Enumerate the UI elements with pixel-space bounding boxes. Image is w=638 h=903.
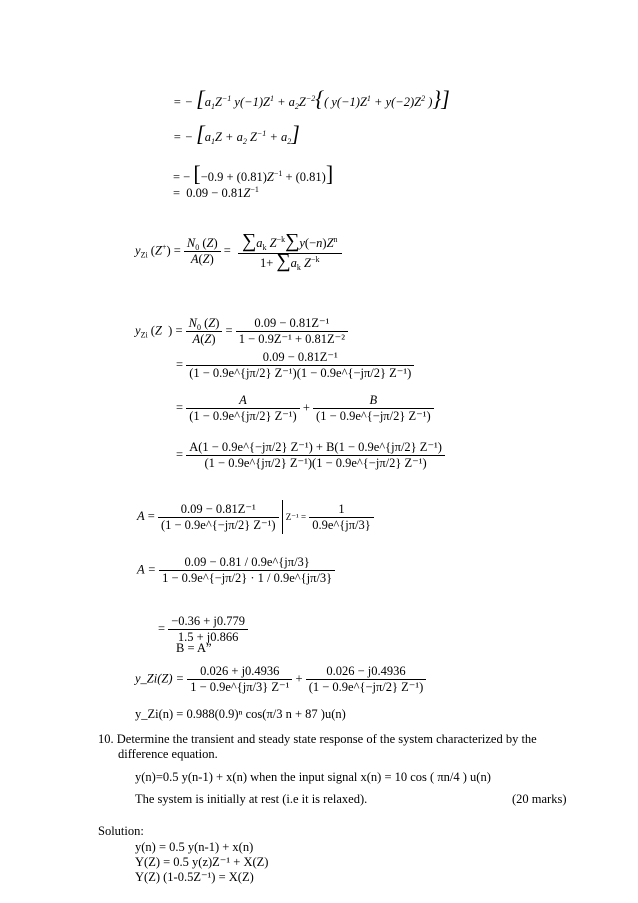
solution-step-3: Y(Z) (1-0.5Z⁻¹) = X(Z) xyxy=(135,870,254,884)
q10-rest: The system is initially at rest (i.e it is relaxed). xyxy=(135,792,368,806)
solution-step-2: Y(Z) = 0.5 y(z)Z⁻¹ + X(Z) xyxy=(135,855,269,869)
a1-num: 0.09 − 0.81Z⁻¹ xyxy=(158,502,279,518)
l6-den: 1 − 0.9Z⁻¹ + 0.81Z⁻² xyxy=(238,332,346,346)
l9-num: A(1 − 0.9e^{−jπ/2} Z⁻¹) + B(1 − 0.9e^{jπ/2} Z⁻¹) xyxy=(186,440,445,456)
y1-n1: 0.026 + j0.4936 xyxy=(187,664,292,680)
a2-num: 0.09 − 0.81 / 0.9e^{jπ/3} xyxy=(159,555,335,571)
eq-line-4: = $0.09 - 0.81Z^{-1}$ xyxy=(173,185,259,200)
a1-rden: 0.9e^{jπ/3} xyxy=(312,517,371,532)
eq-a-2 xyxy=(137,555,335,586)
q10-marks: (20 marks) xyxy=(512,792,567,806)
eq-line-9: = $\frac{\text{A(1 − 0.9e\textasciicircum{}\{−jπ/2\} Z⁻¹) + B(1 − 0.9e\textasciicircum{}\{jπ/2\} Z⁻¹)}}{\text{(1 − 0.9e\textasciicircum{}\{jπ/2\} Z⁻¹)(1 − 0.9e\textasciicircum{}\{−jπ/2\} Z⁻¹)}}$ xyxy=(176,440,445,471)
eq-a-1: A = $\frac{\text{0.09 − 0.81Z⁻¹}}{\text{(1 − 0.9e\textasciicircum{}\{−jπ/2\} Z⁻¹)}}$ Z⁻¹ = $\frac{1}{0.9e\^{}\{j\pi/3\}}$ xyxy=(137,500,374,534)
l8-db: (1 − 0.9e^{−jπ/2} Z⁻¹) xyxy=(316,409,431,423)
l6-num: 0.09 − 0.81Z⁻¹ xyxy=(236,316,348,332)
y1-lhs: y_Zi(Z) = xyxy=(135,671,185,686)
eq-yzi-n: y_Zi(n) = 0.988(0.9)ⁿ cos(π/3 n + 87 )u(n) xyxy=(135,707,346,721)
eq-yzi-z: y_Zi(Z) = $\frac{0.026 + j0.4936}{\text{1 − 0.9e\textasciicircum{}\{jπ/3\} Z⁻¹}}$ + $\frac{0.026 - j0.4936}{\text{(1 − 0.9e\textasciicircum{}\{−jπ/2\} Z⁻¹)}}$ xyxy=(135,664,426,695)
eq-b-equals: B = A” xyxy=(176,641,212,655)
q10-text-1: Determine the transient and steady state response of the system characterized by the xyxy=(116,732,537,746)
l7-num: 0.09 − 0.81Z⁻¹ xyxy=(186,350,414,366)
eq-line-2: = − [$a_1Z + a_2$ $Z^{-1} + a_2$] xyxy=(173,121,300,146)
q10-line-1 xyxy=(98,732,537,747)
a2-lhs: A = xyxy=(137,562,156,577)
y1-d2: (1 − 0.9e^{−jπ/2} Z⁻¹) xyxy=(308,680,424,694)
a1-den: (1 − 0.9e^{−jπ/2} Z⁻¹) xyxy=(160,517,276,532)
eq-line-3: = − $[-0.9 + (0.81)Z^{-1} + (0.81)]$ xyxy=(173,161,334,186)
a1-rnum: 1 xyxy=(309,502,374,518)
l8-a: A xyxy=(186,393,300,409)
eq-line-8: = $\frac{A}{\text{(1 − 0.9e\textasciicircum{}\{jπ/2\} Z⁻¹)}}$ + $\frac{B}{\text{(1 − 0.9e\textasciicircum{}\{−jπ/2\} Z⁻¹)}}$ xyxy=(176,393,434,424)
l7-den: (1 − 0.9e^{jπ/2} Z⁻¹)(1 − 0.9e^{−jπ/2} Z⁻¹) xyxy=(189,366,412,380)
y1-n2: 0.026 − j0.4936 xyxy=(306,664,427,680)
solution-heading: Solution: xyxy=(98,824,144,838)
q10-text-2: difference equation. xyxy=(118,747,218,761)
l9-den: (1 − 0.9e^{jπ/2} Z⁻¹)(1 − 0.9e^{−jπ/2} Z⁻¹) xyxy=(204,456,427,470)
a3-num: −0.36 + j0.779 xyxy=(168,614,248,630)
a1-at: Z⁻¹ = xyxy=(285,511,307,522)
a2-den: 1 − 0.9e^{−jπ/2} · 1 / 0.9e^{jπ/3} xyxy=(162,571,333,585)
eq-line-1: = − [$a_1Z^{-1}$ $y(-1)Z^1 + a_2Z^{-2}${( $y(-1)Z^1 + y(-2)Z^2$ )}] xyxy=(173,86,450,111)
l8-b: B xyxy=(313,393,434,409)
eq-line-6: $y_{Zi}$ (Z ) = $\frac{N_0 (Z)}{A(Z)}$ = $\frac{\text{0.09 − 0.81Z⁻¹}}{\text{1 − 0.9Z⁻¹ + 0.81Z⁻²}}$ xyxy=(135,316,348,347)
solution-step-1: y(n) = 0.5 y(n-1) + x(n) xyxy=(135,840,254,854)
q10-number: 10. xyxy=(98,732,114,746)
eq-line-7: = $\frac{\text{0.09 − 0.81Z⁻¹}}{\text{(1 − 0.9e\textasciicircum{}\{jπ/2\} Z⁻¹)(1 − 0.9e\textasciicircum{}\{−jπ/2\} Z⁻¹)}}$ xyxy=(176,350,414,381)
l8-da: (1 − 0.9e^{jπ/2} Z⁻¹) xyxy=(189,409,297,423)
eq-yzi-general: $y_{Zi}$ (Z+) = $\frac{N_0 (Z)}{A(Z)}$ = $\frac{\sum a_k Z^{-k}\sum y(-n)Z^n}{1+ \sum a_k Z^{-k}}$ xyxy=(135,232,342,271)
a3-den: 1.5 + j0.866 xyxy=(177,630,239,644)
y1-d1: 1 − 0.9e^{jπ/3} Z⁻¹ xyxy=(190,680,290,694)
q10-equation: y(n)=0.5 y(n-1) + x(n) when the input signal x(n) = 10 cos ( πn/4 ) u(n) xyxy=(135,770,491,784)
eq-a-3: = $\frac{-0.36 + j0.779}{1.5 + j0.866}$ xyxy=(158,614,248,645)
